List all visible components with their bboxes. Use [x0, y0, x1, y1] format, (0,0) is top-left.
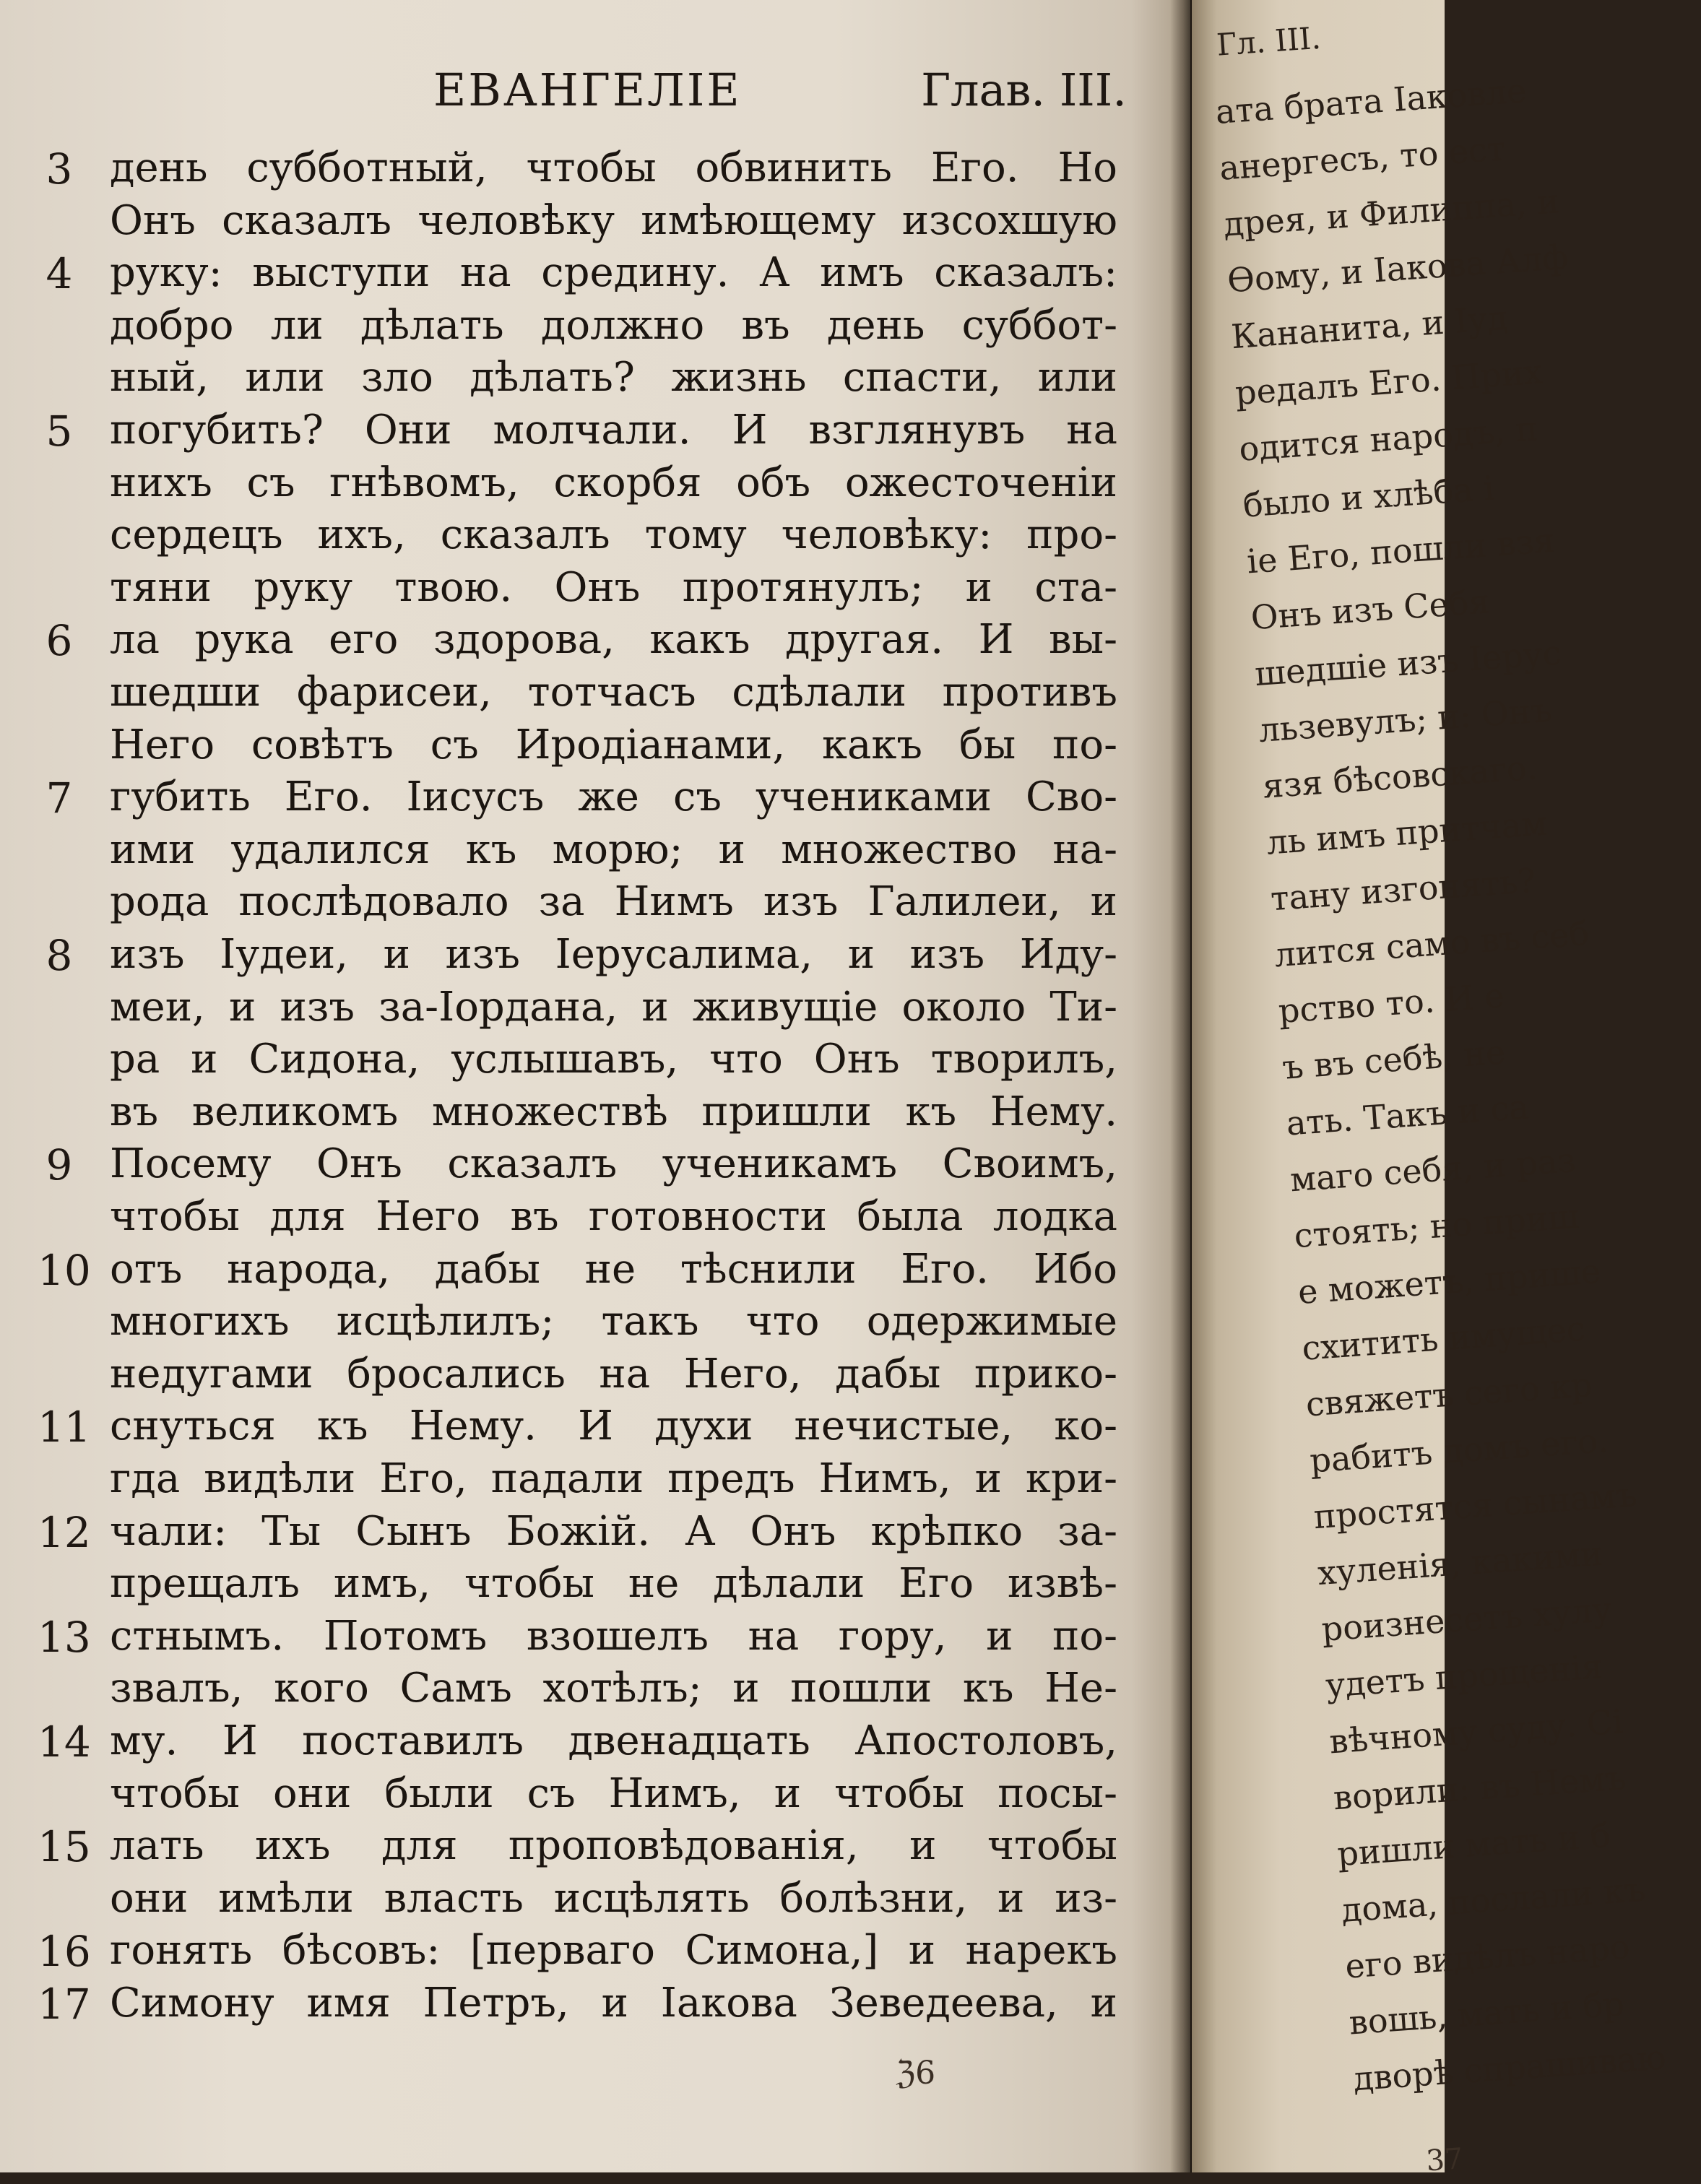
verse-number: 4 [46, 249, 73, 299]
right-text-line: свяжетъ сего кр [1304, 1365, 1594, 1424]
right-text-line: ль имъ притчам [1265, 803, 1549, 862]
verse-number: 15 [38, 1822, 91, 1872]
text-line [0, 1349, 1127, 1403]
line-text: ла рука его здорова, какъ другая. И вы- [110, 616, 1117, 664]
right-text-line: дрея, и Филиппа, и [1221, 181, 1561, 244]
right-text-line: удетъ прощенія [1324, 1647, 1604, 1705]
right-text-line: вошь, мать и бр [1348, 1984, 1626, 2042]
right-text-line: ать. Такъ и са [1284, 1087, 1531, 1143]
line-text: руку: выступи на средину. А имъ сказалъ: [110, 249, 1117, 297]
text-line [0, 143, 1127, 196]
verse-number: 6 [46, 616, 73, 666]
right-header: Гл. III. [1215, 20, 1323, 63]
right-text-line: Кананита, и Іуд [1229, 298, 1510, 357]
line-text: шедши фарисеи, тотчасъ сдѣлали противъ [110, 669, 1117, 716]
line-text: Симону имя Петръ, и Іакова Зеведеева, и [110, 1980, 1117, 2027]
text-line [0, 930, 1127, 983]
line-text: въ великомъ множествѣ пришли къ Нему. [110, 1088, 1117, 1135]
verse-number: 5 [46, 407, 73, 456]
line-text: день субботный, чтобы обвинить Его. Но [110, 144, 1117, 191]
text-line [0, 196, 1127, 249]
line-text: снуться къ Нему. И духи нечистые, ко- [110, 1403, 1117, 1450]
text-line [0, 300, 1127, 354]
right-text-line: его видѣлъ наро [1343, 1927, 1631, 1986]
text-line [0, 248, 1127, 301]
right-text-line: іе Его, пошли взя [1245, 520, 1557, 581]
verse-number: 11 [38, 1403, 91, 1452]
line-text: добро ли дѣлать должно въ день суббот- [110, 301, 1117, 349]
right-text-line: рабитъ домъ его. [1308, 1420, 1610, 1481]
right-text-line: лится само въ себ [1273, 913, 1590, 975]
right-text-line: дворѣ спрашиваю [1351, 2037, 1667, 2099]
text-line [0, 1873, 1127, 1927]
text-line [0, 1192, 1127, 1245]
right-text-line: дома, послали къ [1340, 1869, 1647, 1930]
line-text: нихъ съ гнѣвомъ, скорбя объ ожесточеніи [110, 459, 1117, 506]
line-text: чали: Ты Сынъ Божій. А Онъ крѣпко за- [110, 1507, 1117, 1555]
text-line [0, 1296, 1127, 1350]
text-line [0, 1401, 1127, 1455]
text-line [0, 877, 1127, 930]
text-line [0, 1925, 1127, 1979]
line-text: звалъ, кого Самъ хотѣлъ; и пошли къ Не- [110, 1665, 1117, 1712]
text-line [0, 1611, 1127, 1665]
right-text-line: ворили: въ Немъ [1332, 1758, 1627, 1818]
right-text-line: шедшіе изъ Іерус [1253, 633, 1563, 694]
line-text: Онъ сказалъ человѣку имѣющему изсохшую [110, 196, 1117, 244]
right-text-line: маго себя, и раз [1289, 1140, 1577, 1200]
line-text: ный, или зло дѣлать? жизнь спасти, или [110, 354, 1117, 402]
text-line [0, 458, 1127, 511]
line-text: Посему Онъ сказалъ ученикамъ Своимъ, [110, 1140, 1117, 1188]
text-line [0, 1454, 1127, 1507]
right-page-text [1192, 0, 1667, 2178]
line-text: губить Его. Іисусъ же съ учениками Сво- [110, 774, 1117, 821]
line-text: ими удалился къ морю; и множество на- [110, 826, 1117, 873]
right-text-line: одится народъ, п [1237, 409, 1539, 469]
text-line [0, 667, 1127, 721]
right-text-line: е можетъ, прише [1297, 1251, 1602, 1312]
text-line [0, 1559, 1127, 1612]
text-line [0, 563, 1127, 616]
verse-number: 8 [46, 931, 73, 980]
text-line [0, 720, 1127, 774]
text-line [0, 1087, 1127, 1140]
right-text-line: ата брата Іаковле [1214, 71, 1528, 132]
text-line [0, 1769, 1127, 1822]
text-line [0, 510, 1127, 563]
line-text: они имѣли власть исцѣлять болѣзни, и из- [110, 1874, 1117, 1922]
line-text: тяни руку твою. Онъ протянулъ; и ста- [110, 563, 1117, 611]
line-text: стнымъ. Потомъ взошелъ на гору, и по- [110, 1612, 1117, 1660]
line-text: чтобы они были съ Нимъ, и чтобы посы- [110, 1769, 1117, 1817]
right-text-line: стоять; но приш [1292, 1196, 1580, 1256]
verse-number: 10 [38, 1245, 91, 1295]
right-text-line: Ѳому, и Іакова Алф [1226, 237, 1570, 300]
right-text-line: язя бѣсовскаго. [1261, 748, 1539, 806]
right-page [1192, 0, 1667, 2178]
line-text: лать ихъ для проповѣдованія, и чтобы [110, 1822, 1117, 1870]
verse-number: 13 [38, 1612, 91, 1662]
header-title: ЕВАНГЕЛІЕ [433, 64, 742, 116]
header-chapter: Глав. III. [921, 64, 1127, 116]
verse-number: 7 [46, 774, 73, 823]
right-text-line: вѣчному суду. Сі [1328, 1702, 1624, 1762]
text-line [0, 1507, 1127, 1560]
line-text: чтобы для Него въ готовности была лодка [110, 1193, 1117, 1240]
right-text-line: редалъ Его. Прих [1234, 352, 1544, 413]
text-line [0, 825, 1127, 878]
line-text: меи, и изъ за-Іордана, и живущіе около Ти- [110, 983, 1117, 1031]
line-text: изъ Іудеи, и изъ Іерусалима, и изъ Иду- [110, 931, 1117, 978]
right-text-line: хуленія, какими [1316, 1533, 1604, 1593]
running-header [58, 64, 1127, 129]
line-text: му. И поставилъ двенадцать Апостоловъ, [110, 1717, 1117, 1764]
line-text: отъ народа, дабы не тѣснили Его. Ибо [110, 1245, 1117, 1293]
right-text-line: простятся сынамъ [1312, 1475, 1639, 1537]
verse-number: 17 [38, 1980, 91, 2029]
line-text: гонять бѣсовъ: [перваго Симона,] и нарекъ [110, 1927, 1117, 1975]
text-line [0, 982, 1127, 1036]
text-line [0, 615, 1127, 668]
right-text-line: роизнесетъ хулу [1320, 1589, 1614, 1649]
right-text-line: льзевулъ; и: Онъ [1257, 690, 1554, 750]
text-line [0, 1821, 1127, 1874]
right-text-line: ришли мать и б [1336, 1815, 1612, 1874]
right-text-line: ъ въ себѣ, не [1281, 1032, 1507, 1087]
text-line [0, 1978, 1127, 2032]
right-text-line: рство то. И е [1277, 976, 1506, 1031]
right-page-number: 37 [1424, 2142, 1464, 2178]
verse-number: 9 [46, 1140, 73, 1190]
signature-mark: ℨ6 [896, 2055, 936, 2092]
text-line [0, 772, 1127, 826]
text-line [0, 1716, 1127, 1769]
verse-number: 14 [38, 1717, 91, 1767]
right-text-line: схитить имущес [1300, 1309, 1587, 1368]
line-text: многихъ исцѣлилъ; такъ что одержимые [110, 1298, 1117, 1346]
line-text: недугами бросались на Него, дабы прико- [110, 1350, 1117, 1398]
text-line [0, 1034, 1127, 1088]
text-line [0, 1663, 1127, 1717]
verse-number: 12 [38, 1507, 91, 1557]
right-text-line: анергесъ, то ест [1218, 129, 1507, 188]
text-line [0, 1244, 1127, 1298]
right-text-line: было и хлѣба і [1242, 468, 1496, 525]
line-text: гда видѣли Его, падали предъ Нимъ, и кри- [110, 1455, 1117, 1502]
book-gutter [1170, 0, 1192, 2172]
right-text-line: Онъ изъ Себя [1249, 581, 1491, 638]
right-text-line: тану изгонять? [1269, 860, 1537, 919]
verse-number: 16 [38, 1927, 91, 1977]
line-text: ра и Сидона, услышавъ, что Онъ творилъ, [110, 1036, 1117, 1083]
line-text: рода послѣдовало за Нимъ изъ Галилеи, и [110, 878, 1117, 926]
line-text: Него совѣтъ съ Иродіанами, какъ бы по- [110, 721, 1117, 768]
text-line [0, 1139, 1127, 1192]
text-line [0, 405, 1127, 459]
line-text: сердецъ ихъ, сказалъ тому человѣку: про- [110, 511, 1117, 559]
text-line [0, 352, 1127, 406]
line-text: погубить? Они молчали. И взглянувъ на [110, 407, 1117, 454]
verse-number: 3 [46, 144, 73, 194]
line-text: прещалъ имъ, чтобы не дѣлали Его извѣ- [110, 1560, 1117, 1608]
